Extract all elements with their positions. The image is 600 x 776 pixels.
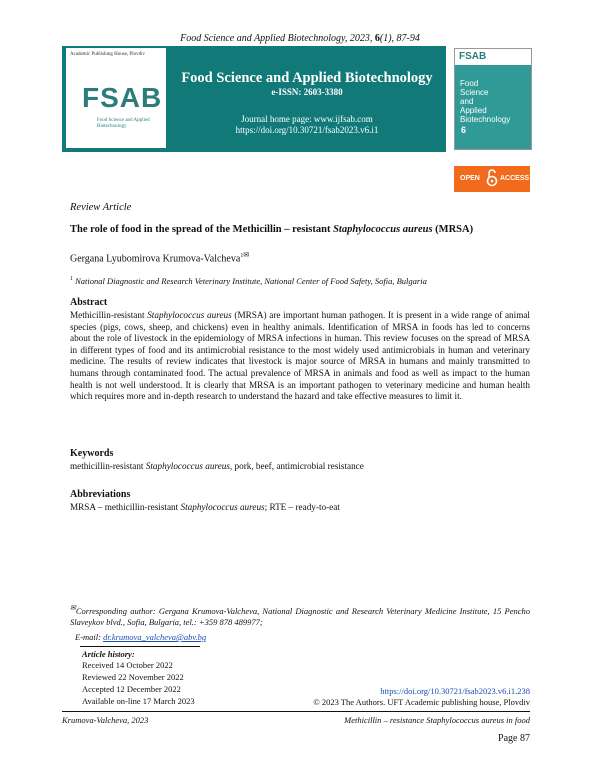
abstract-text-start: Methicillin-resistant <box>70 310 148 320</box>
mail-icon: ✉ <box>70 604 76 612</box>
cover-number: 6 <box>461 125 467 135</box>
keywords-start: methicillin-resistant <box>70 461 146 471</box>
article-title-italic: Staphylococcus aureus <box>333 224 433 235</box>
email-row <box>75 632 206 642</box>
cover-word: and <box>460 97 474 106</box>
article-doi-link[interactable]: https://doi.org/10.30721/fsab2023.v6.i1.238 <box>380 686 530 696</box>
cover-word: Science <box>460 88 489 97</box>
history-received: Received 14 October 2022 <box>82 660 173 670</box>
mail-icon: ✉ <box>243 251 250 259</box>
affiliation-sup: 1 <box>70 276 73 283</box>
history-online: Available on-line 17 March 2023 <box>82 696 195 706</box>
keywords-rest: , pork, beef, antimicrobial resistance <box>229 461 364 471</box>
author-name: Gergana Lyubomirova Krumova-Valcheva <box>70 253 241 265</box>
email-label: E-mail: <box>75 632 104 642</box>
journal-home-page[interactable]: Journal home page: www.ijfsab.com <box>241 114 373 124</box>
history-reviewed: Reviewed 22 November 2022 <box>82 672 184 682</box>
corresponding-author <box>70 603 530 628</box>
abstract-text <box>70 310 530 403</box>
open-access-left: OPEN <box>460 175 480 182</box>
author-affiliation-sup: 1 <box>240 253 244 259</box>
keywords-italic: Staphylococcus aureus <box>145 461 230 471</box>
open-lock-icon <box>486 169 498 187</box>
footer-running-title: Methicillin – resistance Staphylococcus aureus in food <box>344 715 530 725</box>
open-access-badge <box>454 166 530 192</box>
corresponding-author-text: Corresponding author: Gergana Krumova-Valcheva, National Diagnostic and Research Veterinary Medicine Institute, 15 Pencho Slaveykov blvd., Sofia, Bulgaria, tel.: +359 878 489977; <box>70 605 530 627</box>
article-type: Review Article <box>70 202 132 213</box>
cover-logo: FSAB <box>459 51 487 62</box>
journal-issn: e-ISSN: 2603-3380 <box>271 87 343 97</box>
article-title-end: (MRSA) <box>432 224 474 235</box>
journal-title: Food Science and Applied Biotechnology <box>181 70 433 86</box>
cover-word: Food <box>460 79 479 88</box>
open-access-right: ACCESS <box>500 175 530 182</box>
publisher-tag: Academic Publishing House, Plovdiv <box>70 52 145 57</box>
affiliation <box>70 276 530 286</box>
abbreviations-text <box>70 502 530 512</box>
cover-word: Biotechnology <box>460 115 511 124</box>
keywords-text <box>70 461 530 471</box>
abbreviations-start: MRSA – methicillin-resistant <box>70 502 181 512</box>
journal-name: Food Science and Applied Biotechnology <box>180 33 345 44</box>
cover-title <box>460 79 510 124</box>
cover-word: Applied <box>460 106 487 115</box>
footer-running-author: Krumova-Valcheva, 2023 <box>62 715 149 725</box>
footer-divider <box>62 711 530 712</box>
article-title-plain: The role of food in the spread of the Methicillin – resistant <box>70 224 334 235</box>
author-line <box>70 251 249 264</box>
abstract-heading: Abstract <box>70 297 108 308</box>
history-divider <box>80 646 200 647</box>
email-link[interactable]: dr.krumova_valcheva@abv.bg <box>103 632 207 642</box>
abstract-text-italic: Staphylococcus aureus <box>147 310 232 320</box>
history-accepted: Accepted 12 December 2022 <box>82 684 181 694</box>
keywords-heading: Keywords <box>70 448 114 459</box>
history-title: Article history: <box>82 649 135 659</box>
copyright: © 2023 The Authors. UFT Academic publishing house, Plovdiv <box>313 697 530 707</box>
journal-year: , 2023, <box>344 33 375 44</box>
abbreviations-italic: Staphylococcus aureus <box>180 502 265 512</box>
journal-cover-thumbnail <box>454 48 532 150</box>
journal-citation <box>0 33 600 44</box>
abbreviations-rest: ; RTE – ready-to-eat <box>264 502 340 512</box>
abstract-text-rest: (MRSA) are important human pathogen. It is present in a wide range of animal species (pigs, cows, sheep, and chickens) even in healthy animals. Identification of MRSA in foods has led to concerns about the role of livestock in the epidemiology of MRSA infections in human. This review focuses on the spread of MRSA in different types of food and its antimicrobial resistance to the most widely used antimicrobials in human and veterinary medicine. The results of review indicates that livestock is major source of MRSA in humans and mainly transmitted to humans through contaminated food. The actual prevalence of MRSA in animals and food as well as impact to the human health is not well understood. It is clearly that MRSA is an important pathogen to veterinary medicine and human health which requires more and in-depth research to understand the hazard and take effective measures to limit it. <box>70 310 530 402</box>
abbreviations-heading: Abbreviations <box>70 489 131 500</box>
journal-doi-link[interactable]: https://doi.org/10.30721/fsab2023.v6.i1 <box>235 125 379 135</box>
fsab-logo-text: FSAB <box>82 82 163 113</box>
page-number: Page 87 <box>498 733 530 744</box>
article-title <box>70 224 530 235</box>
affiliation-text: National Diagnostic and Research Veterinary Institute, National Center of Food Safety, Sofia, Bulgaria <box>73 276 427 286</box>
journal-volume: 6 <box>374 33 380 44</box>
journal-issue-pages: (1), 87-94 <box>379 33 420 44</box>
fsab-logo-subtitle: Food Science and Applied Biotechnology <box>97 118 150 129</box>
